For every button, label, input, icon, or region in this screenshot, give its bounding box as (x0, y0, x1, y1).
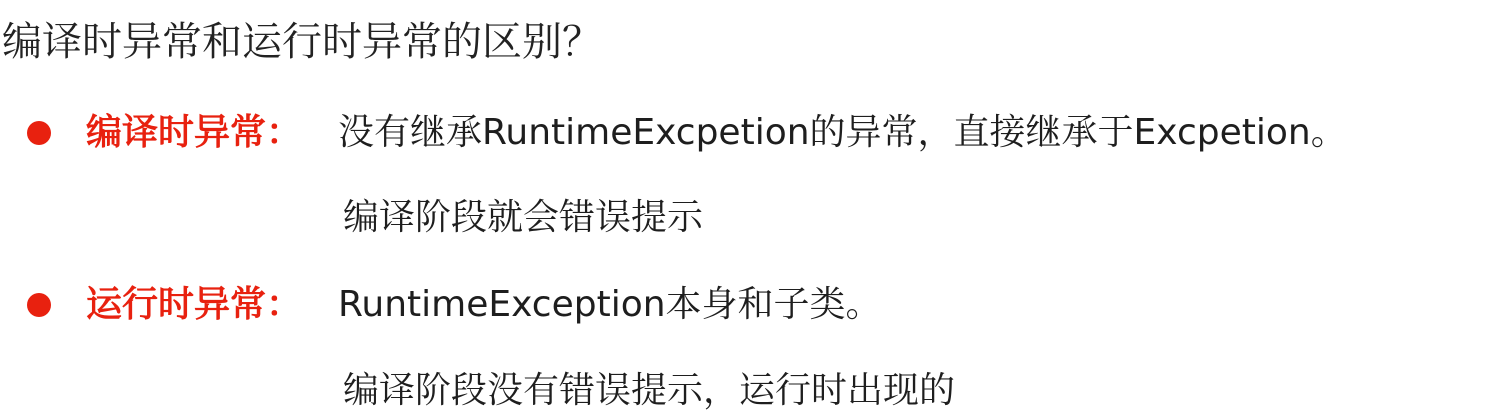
term-definition: 没有继承RuntimeExcpetion的异常，直接继承于Excpetion。 (338, 112, 1347, 153)
term-label: 编译时异常： (86, 112, 303, 153)
page-title: 编译时异常和运行时异常的区别？ (2, 19, 602, 65)
term-note: 编译阶段就会错误提示 (343, 197, 704, 238)
term-label: 运行时异常： (86, 284, 303, 325)
bullet-dot-icon (27, 121, 51, 145)
term-definition: RuntimeException本身和子类。 (338, 284, 882, 325)
bullet-dot-icon (27, 293, 51, 317)
term-note: 编译阶段没有错误提示，运行时出现的 (343, 370, 956, 411)
